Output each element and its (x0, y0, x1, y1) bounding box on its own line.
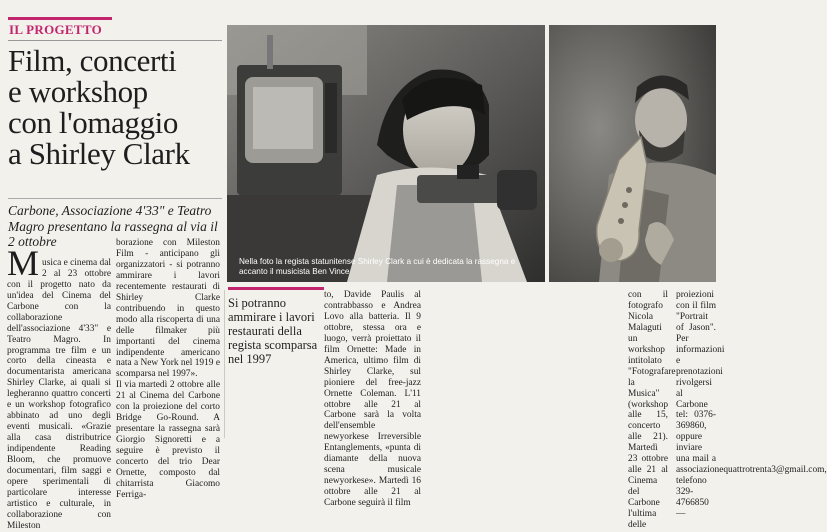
photo-shirley-clarke (227, 25, 545, 282)
column-divider (224, 290, 225, 438)
kicker-bar (8, 17, 112, 20)
body-column-2: borazione con Mileston Film - anticipano gli organizzatori - si potranno ammirare i lavori recentemente restaurati di Shirley Clarke contribuendo in questo modo alla riscoperta di una delle filmaker più importanti del cinema indipendente americano nata a New York nel 1919 e scomparsa nel 1997». Il via martedì 2 ottobre alle 21 al Cinema del Carbone con la proiezione del corto Bridge Go-Round. A presentare la rassegna sarà Giorgio Signoretti e a seguire è previsto il concerto del trio Dear Ornette, composto dal chitarrista Giacomo Ferriga- (116, 238, 220, 500)
headline-rule (8, 198, 222, 199)
body-text-col1: usica e cinema dal 2 al 23 ottobre con il progetto nato da un'idea del Cinema del Carbone con la collaborazione dell'associazione 4'33" e Teatro Magro. In programma tre film e un corto della cineasta e documentarista americana Shirley Clarke, ai quali si legheranno quattro concerti e un workshop fotografico abbinato ad uno degli eventi musicali. «Grazie alla casa distributrice indipendente Reading Bloom, che promuove documentari, film saggi e opere sperimentali di particolare interesse artistico e culturale, in collaborazione con Mileston (7, 257, 111, 531)
photo-shirley-clarke-image (227, 25, 545, 282)
drop-cap: M (7, 242, 40, 283)
photo-caption: Nella foto la regista statunitense Shirley Clark a cui è dedicata la rassegna e accanto il musicista Ben Vince (239, 257, 516, 276)
body-column-3: to, Davide Paulis al contrabbasso e Andrea Lovo alla batteria. Il 9 ottobre, stessa ora e luogo, verrà proiettato il film Ornette: Made in America, ultimo film di Shirley Clarke, sul pioniere del free-jazz Ornette Coleman. L'11 ottobre alle 21 al Carbone sarà la volta dell'ensemble newyorkese Irreversible Entanglements, «punta di diamante della nuova scena musicale newyorkese». Martedì 16 ottobre alle 21 al Carbone seguirà il film (324, 290, 421, 509)
subheadline: Carbone, Associazione 4'33" e Teatro Magro presentano la rassegna al via il 2 ottobre (8, 203, 218, 249)
body-column-1 (7, 236, 111, 532)
photo-ben-vince (549, 25, 716, 282)
body-column-5: con il fotografo Nicola Malaguti un workshop intitolato "Fotografare la Musica" (workshop alle 15, concerto alle 21). Martedì 23 ottobre alle 21 al Cinema del Carbone l'ultima delle proiezioni con il film "Portrait of Jason". Per informazioni e prenotazioni rivolgersi al Carbone tel: 0376-369860, oppure inviare una mail a associazionequattrotrenta3@gmail.com, telefono 329-4766850 — (628, 290, 827, 531)
photo-ben-vince-image (549, 25, 716, 282)
kicker-rule (8, 40, 222, 41)
headline: Film, concerti e workshop con l'omaggio a Shirley Clark (8, 43, 190, 171)
pull-quote-bar (228, 287, 324, 290)
pull-quote: Si potranno ammirare i lavori restaurati della regista scomparsa nel 1997 (228, 296, 318, 366)
section-kicker: IL PROGETTO (9, 22, 103, 37)
